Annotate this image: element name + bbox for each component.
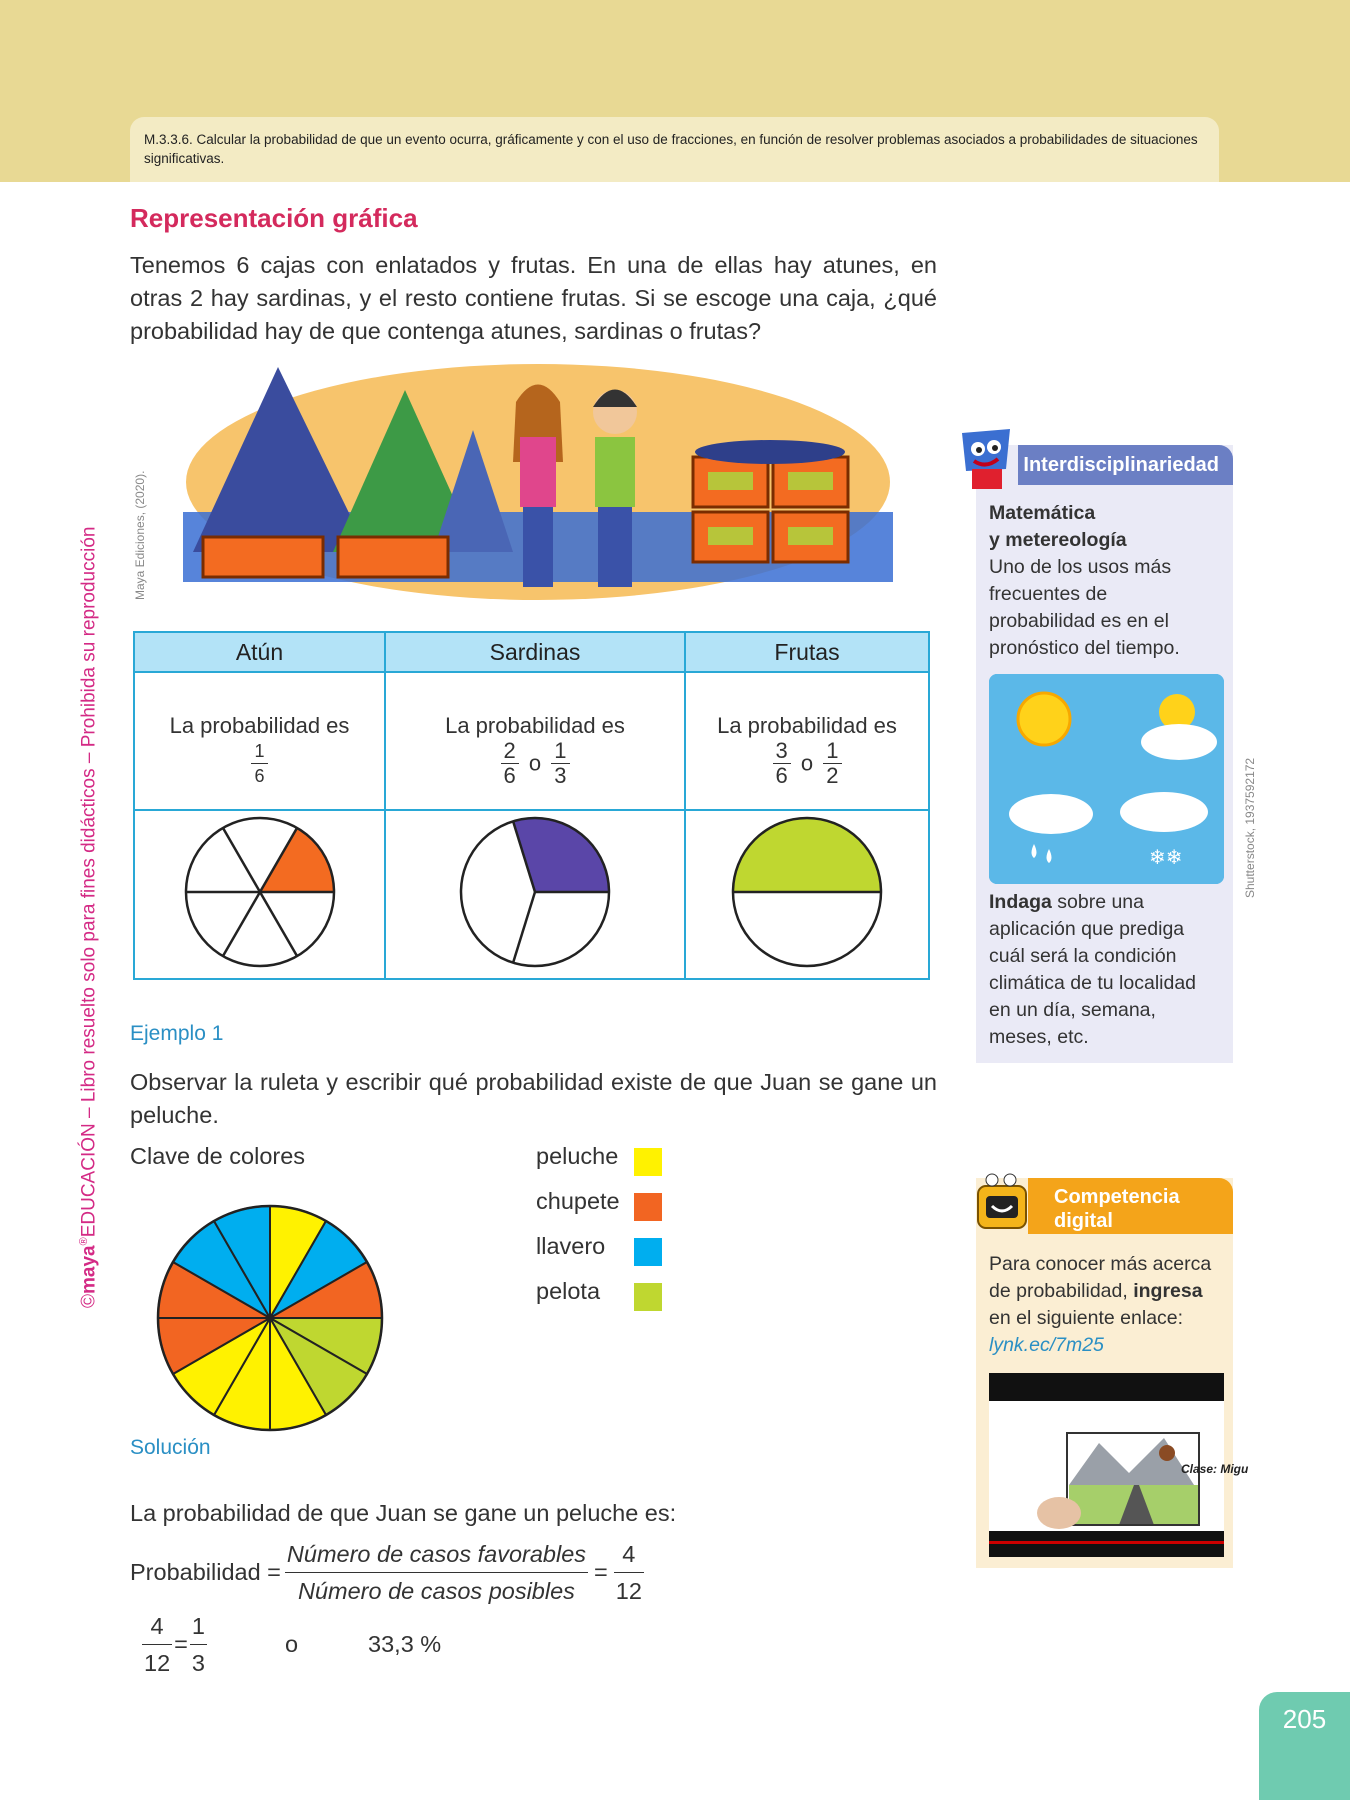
swatch-blue [634, 1238, 662, 1266]
legend-item: chupete [536, 1188, 620, 1233]
page-number: 205 [1259, 1692, 1350, 1800]
indaga-text: Indaga sobre una aplicación que prediga cuál será la condición climática de tu localidad en un día, semana, meses, etc. [989, 891, 1197, 1048]
cell-prob-sardinas [385, 672, 685, 810]
pie-frutas [727, 812, 887, 972]
prob-text: La probabilidad es [445, 713, 625, 738]
digital-competence-body: Para conocer más acerca de probabilidad, ingresa en el siguiente enlace: lynk.ec/7m25 [989, 1253, 1212, 1356]
fraction-frutas-1: $\frac{3}{6}$ [773, 739, 791, 788]
svg-text:❄❄: ❄❄ [1149, 847, 1183, 869]
cell-prob-atun [134, 672, 385, 810]
cell-prob-frutas [685, 672, 929, 810]
color-legend [536, 1143, 620, 1323]
pie-atun [180, 812, 340, 972]
example-text: Observar la ruleta y escribir qué probabilidad existe de que Juan se gane un peluche. [130, 1069, 937, 1128]
legend-item: llavero [536, 1233, 620, 1278]
fraction-4-12: $\frac{4}{12}$ [142, 1608, 172, 1681]
header-atun: Atún [134, 632, 385, 672]
interdisciplinary-title: Interdisciplinariedad [1018, 445, 1233, 485]
fraction-atun: $\frac{1}{6}$ [251, 739, 267, 788]
example-label: Ejemplo 1 [130, 1022, 224, 1045]
skill-text: M.3.3.6. Calcular la probabilidad de que un evento ocurra, gráficamente y con el uso de fracciones, en función de resolver problemas asociados a probabilidades de situaciones significativas. [144, 132, 1198, 166]
interdisciplinary-body: Matemática y metereología Uno de los usos más frecuentes de probabilidad es en el pronóstico del tiempo. [989, 502, 1180, 659]
legend-item: peluche [536, 1143, 620, 1188]
swatch-orange [634, 1193, 662, 1221]
percent-value: 33,3 % [368, 1631, 442, 1657]
svg-text:Clase: Migu: Clase: Migu [1181, 1462, 1249, 1476]
or-text: o [528, 750, 542, 776]
result-fraction: $\frac{4}{12}$ [614, 1536, 644, 1609]
pie-sardinas [455, 812, 615, 972]
brand-logo: maya [78, 1245, 100, 1294]
video-thumbnail[interactable] [989, 1373, 1249, 1557]
formula-fraction: Número de casos favorables Número de casos posibles [285, 1536, 588, 1609]
sidebar-text: EDUCACIÓN – Libro resuelto solo para fines didácticos – Prohibida su reproducción [78, 526, 100, 1238]
cell-pie-sardinas [385, 810, 685, 979]
cell-pie-atun [134, 810, 385, 979]
simplified-result: $\frac{4}{12}$ = $\frac{1}{3}$ o 33,3 % [142, 1608, 441, 1681]
header-sardinas: Sardinas [385, 632, 685, 672]
cell-pie-frutas [685, 810, 929, 979]
roulette-wheel [152, 1200, 388, 1436]
fraction-sardinas-1: $\frac{2}{6}$ [501, 739, 519, 788]
solution-label: Solución [130, 1436, 211, 1459]
resource-link[interactable]: lynk.ec/7m25 [989, 1334, 1104, 1356]
prob-label: Probabilidad = [130, 1559, 281, 1585]
digital-competence-title: Competencia digital [1028, 1178, 1233, 1234]
prob-text: La probabilidad es [717, 713, 897, 738]
cans-boxes-illustration [183, 362, 893, 602]
prob-text: La probabilidad es [169, 713, 350, 738]
legend-item: pelota [536, 1278, 620, 1323]
header-frutas: Frutas [685, 632, 929, 672]
fraction-1-3: $\frac{1}{3}$ [190, 1608, 207, 1681]
registered-symbol: ® [78, 1237, 90, 1246]
fraction-sardinas-2: $\frac{1}{3}$ [551, 739, 569, 788]
swatch-yellow [634, 1148, 662, 1176]
or-text: o [284, 1631, 299, 1657]
problem-text: Tenemos 6 cajas con enlatados y frutas. En una de ellas hay atunes, en otras 2 hay sardinas, y el resto contiene frutas. Si se escoge una caja, ¿qué probabilidad hay de que contenga atunes, sardinas o frutas? [130, 252, 937, 344]
skill-box [130, 117, 1219, 182]
probability-table [133, 631, 930, 980]
copyright-symbol: © [78, 1294, 100, 1308]
solution-text: La probabilidad de que Juan se gane un peluche es: [130, 1500, 677, 1526]
section-title: Representación gráfica [130, 203, 418, 233]
color-key-title: Clave de colores [130, 1143, 306, 1169]
swatch-green [634, 1283, 662, 1311]
weather-icons-image [989, 674, 1224, 884]
mascot-book-icon [950, 425, 1022, 497]
fraction-frutas-2: $\frac{1}{2}$ [823, 739, 841, 788]
robot-mascot-icon [970, 1170, 1034, 1242]
probability-formula: Probabilidad = Número de casos favorables Número de casos posibles = $\frac{4}{12}$ [130, 1536, 644, 1609]
or-text: o [800, 750, 814, 776]
